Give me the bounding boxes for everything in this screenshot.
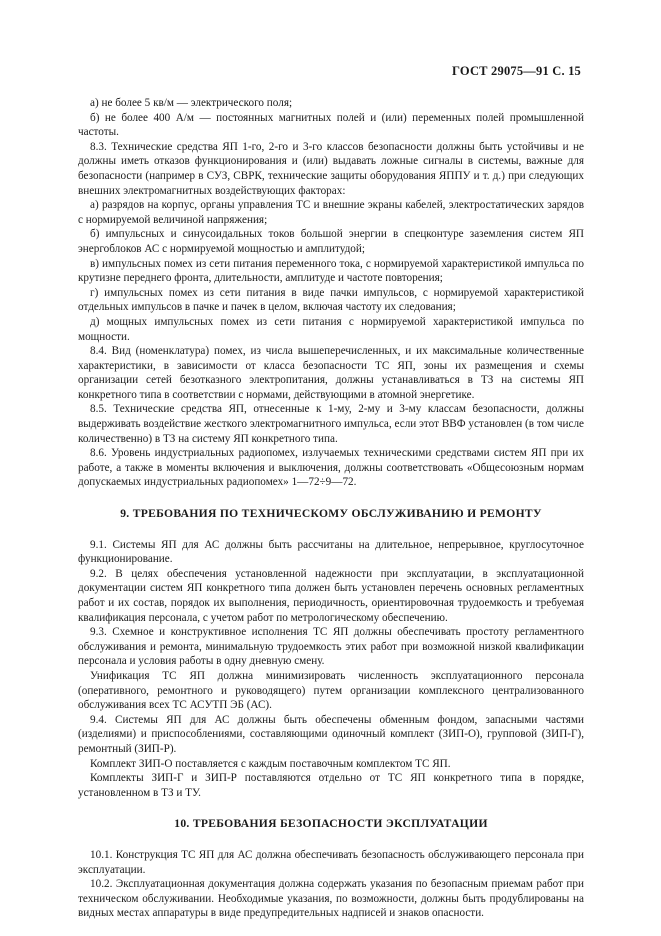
paragraph: 8.3. Технические средства ЯП 1-го, 2-го и 3-го классов безопасности должны быть устойчивы и не должны иметь отказов функционирования и (или) выдавать ложные сигналы в системы, важные для безопасности (например в СУЗ, СВРК, технические защиты оборудования ЯППУ и т. д.) при следующих внешних электромагнитных воздействующих факторах: — [78, 140, 584, 197]
section-heading: 9. ТРЕБОВАНИЯ ПО ТЕХНИЧЕСКОМУ ОБСЛУЖИВАНИЮ И РЕМОНТУ — [120, 507, 542, 521]
section-10 — [78, 848, 584, 921]
paragraph: 9.4. Системы ЯП для АС должны быть обеспечены обменным фондом, запасными частями (изделиями) и приспособлениями, составляющими одиночный комплект (ЗИП-О), групповой (ЗИП-Г), ремонтный (ЗИП-Р). — [78, 713, 584, 755]
paragraph: б) импульсных и синусоидальных токов большой энергии в спецконтуре заземления систем ЯП энергоблоков АС с нормируемой мощностью и амплитудой; — [78, 228, 584, 255]
paragraph: Комплект ЗИП-О поставляется с каждым поставочным комплектом ТС ЯП. — [90, 757, 451, 770]
paragraph: 9.2. В целях обеспечения установленной надежности при эксплуатации, в эксплуатационной документации систем ЯП конкретного типа должен быть установлен перечень основных регламентных работ и их состав, порядок их выполнения, периодичность, ориентировочная трудоемкость и требуемая квалификация персонала, с учетом работ по метрологическому обеспечению. — [78, 567, 584, 624]
paragraph: 8.5. Технические средства ЯП, отнесенные к 1-му, 2-му и 3-му классам безопасности, должны выдерживать воздействие жесткого электромагнитного импульса, если этот ВВФ установлен (в том числе количественно) в ТЗ на систему ЯП конкретного типа. — [78, 403, 584, 445]
paragraph: Комплекты ЗИП-Г и ЗИП-Р поставляются отдельно от ТС ЯП конкретного типа в порядке, установленном в ТЗ и ТУ. — [78, 772, 584, 799]
paragraph: а) разрядов на корпус, органы управления ТС и внешние экраны кабелей, электростатических зарядов с нормируемой величиной напряжения; — [78, 199, 584, 226]
document-body — [78, 96, 584, 921]
paragraph: 10.2. Эксплуатационная документация должна содержать указания по безопасным приемам работ при техническом обслуживании. Необходимые указания, по возможности, должны быть продублированы на видных местах аппаратуры в виде предупредительных надписей и знаков опасности. — [78, 878, 584, 920]
paragraph: 9.3. Схемное и конструктивное исполнения ТС ЯП должны обеспечивать простоту регламентного обслуживания и ремонта, минимальную трудоемкость этих работ при возможной низкой квалификации персонала и условия работы в одну дневную смену. — [78, 626, 584, 668]
paragraph: в) импульсных помех из сети питания переменного тока, с нормируемой характеристикой импульса по крутизне переднего фронта, длительности, амплитуде и частоте повторения; — [78, 257, 584, 285]
paragraph: б) не более 400 А/м — постоянных магнитных полей и (или) переменных полей промышленной частоты. — [78, 111, 584, 139]
page-header: ГОСТ 29075—91 С. 15 — [452, 64, 581, 78]
paragraph: Унификация ТС ЯП должна минимизировать численность эксплуатационного персонала (оперативного, ремонтного и руководящего) путем организации комплексного централизованного обслуживания всех ТС АСУТП ЭБ (АС). — [78, 669, 584, 712]
section-8-continued — [78, 96, 584, 490]
paragraph: 8.4. Вид (номенклатура) помех, из числа вышеперечисленных, и их максимальные количественные характеристики, в зависимости от класса безопасности ТС ЯП, зоны их размещения и схемы организации сетей безотказного электропитания, должны устанавливаться в ТЗ на системы ЯП конкретного типа в соответствии с нормами, действующими в атомной энергетике. — [78, 345, 584, 401]
paragraph: 10.1. Конструкция ТС ЯП для АС должна обеспечивать безопасность обслуживающего персонала при эксплуатации. — [78, 848, 584, 876]
paragraph: 9.1. Системы ЯП для АС должны быть рассчитаны на длительное, непрерывное, круглосуточное функционирование. — [78, 538, 584, 566]
paragraph: а) не более 5 кв/м — электрического поля; — [90, 97, 293, 109]
section-9 — [78, 538, 584, 801]
paragraph: г) импульсных помех из сети питания в виде пачки импульсов, с нормируемой характеристикой отдельных импульсов в пачке и пачек в целом, включая частоту их следования; — [78, 286, 584, 314]
paragraph: 8.6. Уровень индустриальных радиопомех, излучаемых техническими средствами систем ЯП при их работе, а также в моменты включения и выключения, должны соответствовать «Общесоюзным нормам допускаемых индустриальных радиопомех» 1—72÷9—72. — [78, 447, 584, 489]
section-heading: 10. ТРЕБОВАНИЯ БЕЗОПАСНОСТИ ЭКСПЛУАТАЦИИ — [174, 817, 488, 831]
paragraph: д) мощных импульсных помех из сети питания с нормируемой характеристикой импульса по мощности. — [78, 315, 584, 343]
